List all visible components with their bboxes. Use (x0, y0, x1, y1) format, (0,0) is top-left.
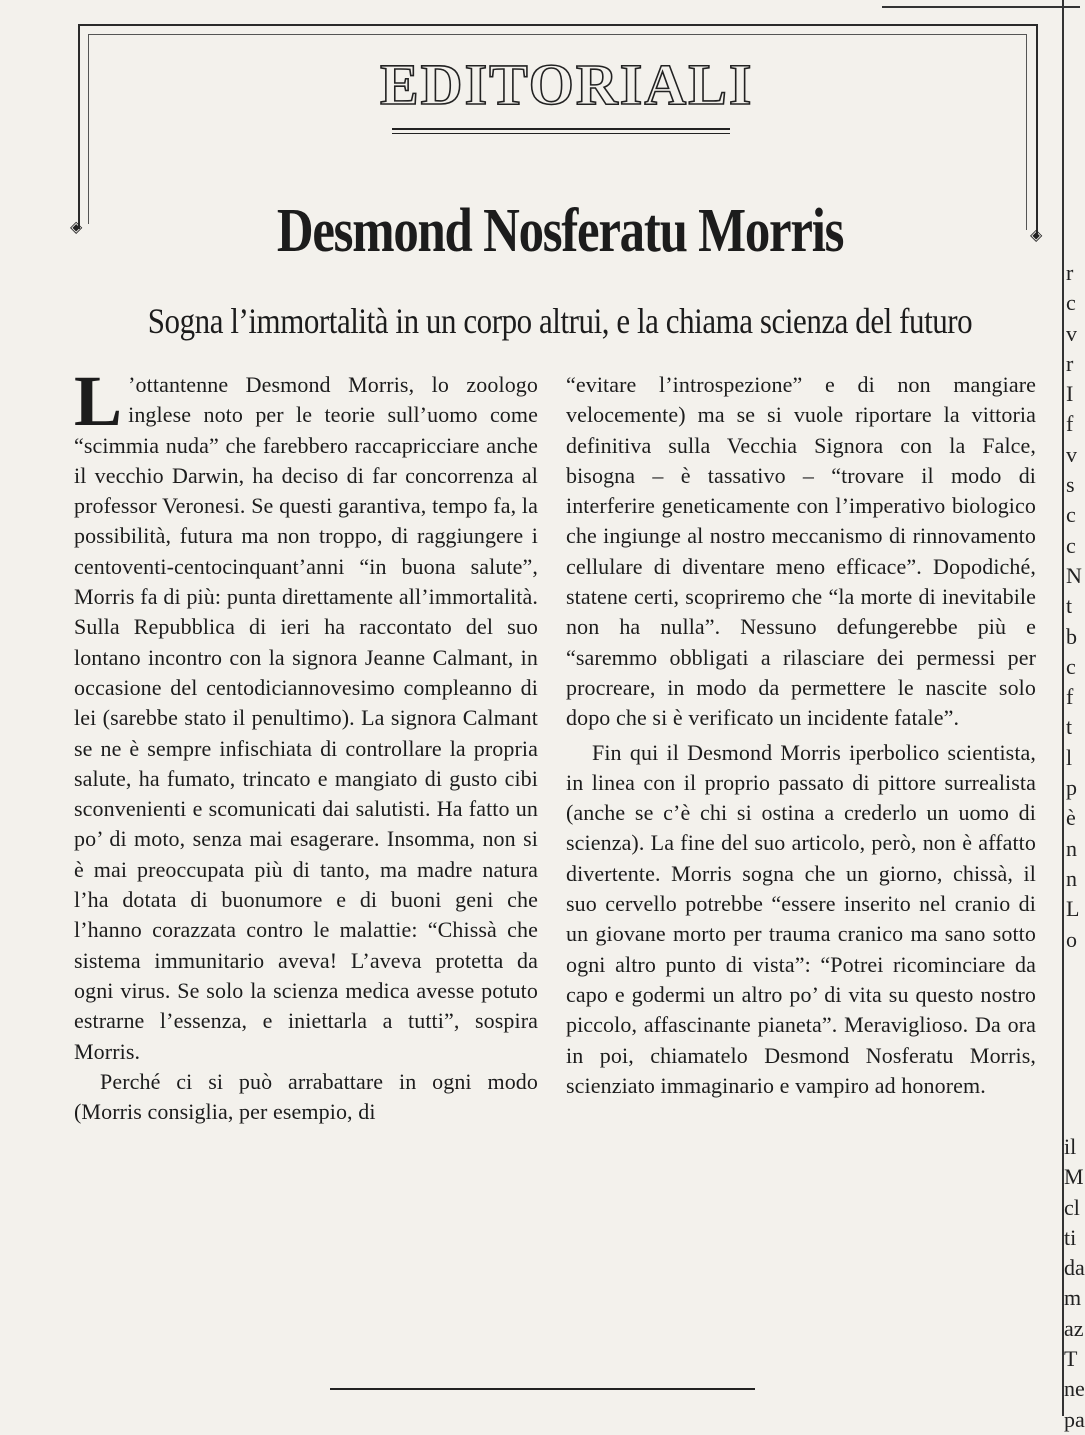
section-underline (392, 133, 730, 134)
frame-inner-left (88, 34, 89, 224)
adjacent-column-fragment: r c v r I f v s c c N t b c f t l p è n n L o (1066, 260, 1082, 952)
paragraph (74, 361, 538, 1067)
frame-inner-right (1026, 34, 1027, 230)
paragraph: “evitare l’introspezione” e di non mangiare velocemente) ma se si vuole riportare la vittoria definitiva sulla Vecchia Signora con la Falce, bisogna – è tassativo – “trovare il modo di interferire geneticamente con l’imperativo biologico che ingiunge al nostro meccanismo di rinnovamento cellulare di diventare meno efficace”. Dopodiché, statene certi, scopriremo che “la morte di inevitabile non ha nulla”. Nessuno defungerebbe più e “saremmo obbligati a rilasciare dei permessi per procreare, in modo da permettere le nascite solo dopo che si è verificato un incidente fatale”. (566, 372, 1036, 731)
frame-inner-top (88, 34, 1026, 35)
drop-cap: L (74, 361, 123, 441)
section-underline (392, 128, 730, 130)
section-heading: EDITORIALI (380, 52, 754, 117)
article-column-1 (74, 361, 538, 1127)
bottom-rule (330, 1388, 755, 1390)
paragraph: Perché ci si può arrabattare in ogni modo (Morris consiglia, per esempio, di (74, 1068, 538, 1125)
diamond-ornament-icon: ◈ (70, 219, 83, 236)
diamond-ornament-icon: ◈ (1030, 227, 1043, 244)
paragraph-text: ’ottantenne Desmond Morris, lo zoologo inglese noto per le teorie sull’uomo come “scimmia nuda” che farebbero raccapricciare anche il vecchio Darwin, ha deciso di far concorrenza al professor Veronesi. Se questi garantiva, tempo fa, la possibilità, futura ma non troppo, di raggiungere i centoventi-centocinquant’anni “in buona salute”, Morris fa di più: punta direttamente all’immortalità. Sulla Repubblica di ieri ha raccontato del suo lontano incontro con la signora Jeanne Calmant, in occasione del centodiciannovesimo compleanno di lei (sarebbe stato il penultimo). La signora Calmant se ne è sempre infischiata di controllare la propria salute, ha fumato, trincato e mangiato di gusto cibi sconvenienti e scomunicati dai salutisti. Ha fatto un po’ di moto, senza mai esagerare. Insomma, non si è mai preoccupata più di tanto, ma madre natura l’ha dotata di buonumore e di buoni geni che l’hanno corazzata contro le malattie: “Chissà che sistema immunitario aveva! L’aveva protetta da ogni virus. Se solo la scienza medica avesse potuto estrarne l’essenza, e iniettarla a tutti”, sospira Morris. (74, 372, 538, 1064)
top-rule-right (882, 6, 1080, 8)
frame-left (78, 24, 80, 229)
article-title: Desmond Nosferatu Morris (276, 197, 844, 265)
frame-top (78, 24, 1036, 26)
paragraph: Fin qui il Desmond Morris iperbolico scientista, in linea con il proprio passato di pittore surrealista (anche se c’è chi si ostina a crederlo un uomo di scienza). La fine del suo articolo, però, non è affatto divertente. Morris sogna che un giorno, chissà, il suo cervello potrebbe “essere inserito nel cranio di un giovane morto per trauma cranico ma sano sotto ogni altro punto di vista”: “Potrei ricominciare da capo e godermi un altro po’ di vita su questo nostro piccolo, affascinante pianeta”. Meraviglioso. Da ora in poi, chiamatelo Desmond Nosferatu Morris, scienziato immaginario e vampiro ad honorem. (566, 739, 1036, 1098)
article-column-2 (566, 370, 1036, 1101)
article-subtitle: Sogna l’immortalità in un corpo altrui, e la chiama scienza del futuro (147, 301, 973, 341)
adjacent-column-fragment: il M cl ti da m az T ne pa (1064, 1134, 1085, 1432)
frame-right (1036, 24, 1038, 234)
